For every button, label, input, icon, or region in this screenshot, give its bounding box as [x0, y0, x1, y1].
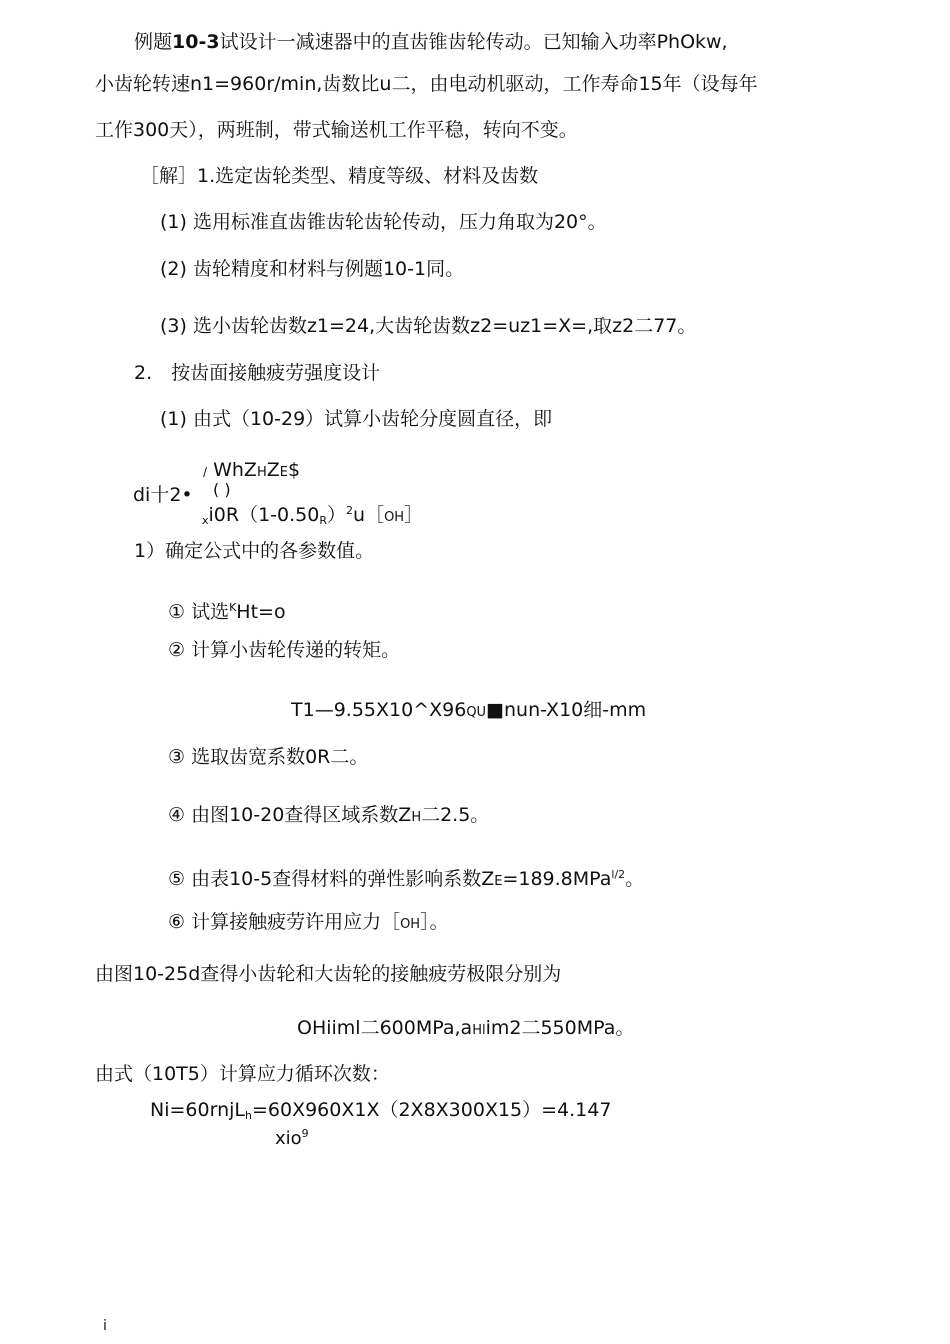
- param-5: [168, 863, 644, 894]
- solution-item-2: (2) 齿轮精度和材料与例题10-1同。: [160, 258, 465, 280]
- formula-bottom-r: R: [319, 514, 327, 527]
- formula-bottom-sup: 2: [346, 504, 354, 517]
- example-number: 10-3: [172, 31, 220, 53]
- param-4-h: H: [411, 810, 422, 825]
- formula-bottom-c: u［: [353, 504, 385, 526]
- formula-bottom-oh: OH: [384, 510, 405, 525]
- solution-item-1: (1) 选用标准直齿锥齿轮齿轮传动，压力角取为20°。: [160, 211, 607, 233]
- solution-item-3: (3) 选小齿轮齿数z1=24,大齿轮齿数z2=uz1=X=,取z2二77。: [160, 315, 697, 337]
- intro-line-1-text: 试设计一减速器中的直齿锥齿轮传动。已知输入功率PhOkw,: [219, 31, 728, 53]
- cycles-b: =60X960X1X（2X8X300X15）=4.147: [251, 1099, 612, 1121]
- section-2-sub-1: (1) 由式（10-29）试算小齿轮分度圆直径，即: [160, 408, 553, 430]
- solution-heading: ［解］1.选定齿轮类型、精度等级、材料及齿数: [140, 165, 539, 187]
- param-1-sup: K: [229, 601, 237, 614]
- param-3: ③ 选取齿宽系数0R二。: [168, 746, 369, 768]
- cycles-2-a: xio: [275, 1128, 302, 1149]
- formula-d1-left: [133, 480, 193, 507]
- param-2: ② 计算小齿轮传递的转矩。: [168, 639, 401, 661]
- formula-bottom-x: x: [202, 514, 209, 527]
- param-5-a: ⑤ 由表10-5查得材料的弹性影响系数Z: [168, 868, 495, 890]
- params-heading: 1）确定公式中的各参数值。: [134, 540, 375, 562]
- formula-bottom-d: ］: [404, 504, 424, 526]
- intro-line-3: 工作300天），两班制，带式输送机工作平稳，转向不变。: [95, 119, 578, 141]
- cycles-equation: [150, 1098, 611, 1128]
- cycles-equation-2: [275, 1122, 309, 1151]
- formula-bottom-a: i0R（1-0.50: [208, 504, 320, 526]
- intro-line-1: [134, 30, 728, 54]
- param-6: [168, 910, 449, 937]
- cycles-h: h: [244, 1109, 252, 1122]
- param-1: [168, 596, 286, 624]
- torque-equation: [291, 698, 646, 725]
- param-5-c: 。: [625, 868, 645, 890]
- section-2-heading: 2. 按齿面接触疲劳强度设计: [134, 362, 381, 384]
- formula-d1-bottom: [202, 500, 423, 527]
- formula-top-h: H: [256, 465, 267, 480]
- param-5-b: =189.8MPa: [502, 868, 612, 890]
- formula-top-e: E: [279, 465, 288, 480]
- param-1-b: Ht=o: [236, 601, 286, 623]
- limits-a: OHiiml二600MPa,a: [297, 1017, 473, 1039]
- limits-values: [297, 1016, 634, 1043]
- cycles-2-sup: 9: [301, 1127, 309, 1140]
- param-4-a: ④ 由图10-20查得区域系数Z: [168, 804, 412, 826]
- formula-paren: ( ): [213, 480, 231, 499]
- limits-intro: 由图10-25d查得小齿轮和大齿轮的接触疲劳极限分别为: [95, 963, 562, 985]
- formula-top-a: WhZ: [213, 459, 257, 481]
- intro-line-2: 小齿轮转速n1=960r/min,齿数比u二，由电动机驱动，工作寿命15年（设每年: [95, 73, 758, 95]
- formula-top-c: $: [287, 459, 301, 481]
- formula-d1-top: [203, 459, 300, 481]
- param-6-oh: OH: [400, 917, 421, 932]
- param-4: [168, 803, 489, 830]
- param-6-a: ⑥ 计算接触疲劳许用应力［: [168, 911, 401, 933]
- footer-mark: i: [103, 1318, 107, 1334]
- limits-hl: Hl: [472, 1023, 486, 1038]
- param-5-sup: l/2: [611, 868, 626, 881]
- param-4-b: 二2.5。: [421, 804, 490, 826]
- formula-d1-paren: [213, 480, 231, 499]
- torque-qu: QU: [466, 705, 487, 720]
- torque-b: ■nun-X10细-mm: [486, 699, 647, 721]
- example-label: 例题: [134, 31, 173, 53]
- param-5-e: E: [494, 874, 503, 889]
- limits-b: im2二550MPa。: [485, 1017, 635, 1039]
- param-1-a: ① 试选: [168, 601, 230, 623]
- formula-bottom-b: ）: [327, 504, 347, 526]
- cycles-intro: 由式（10T5）计算应力循环次数：: [95, 1063, 390, 1085]
- cycles-a: Ni=60rnjL: [150, 1099, 245, 1121]
- root-symbol: /: [203, 465, 208, 479]
- formula-left: di十2•: [133, 484, 193, 506]
- formula-top-b: Z: [266, 459, 280, 481]
- param-6-b: ］。: [420, 911, 449, 933]
- torque-a: T1—9.55X10^X96: [291, 699, 467, 721]
